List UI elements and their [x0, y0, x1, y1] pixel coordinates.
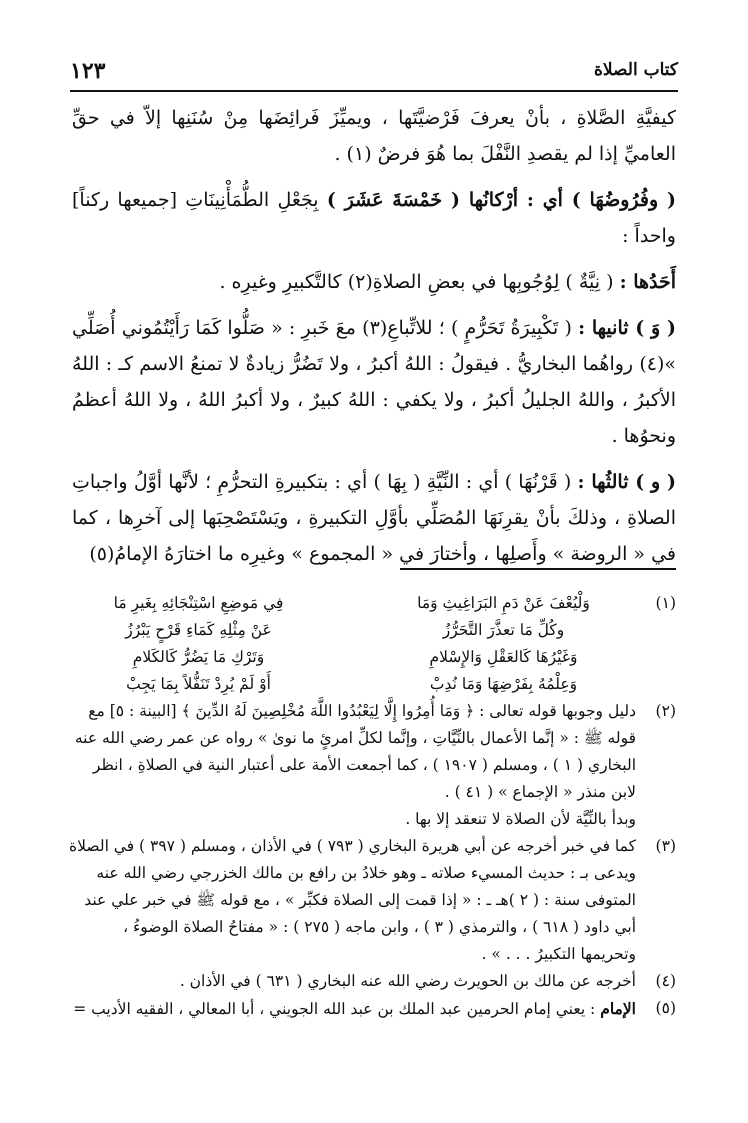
footnote-2-extra: وبدأ بالنِّيَّة لأن الصلاة لا تنعقد إلا بها . [405, 810, 636, 828]
footnote-3-number: (٣) [655, 837, 676, 855]
main-text [72, 100, 676, 582]
page-number: ١٢٣ [70, 58, 106, 84]
footnote-1-poem [66, 590, 676, 698]
footnote-2-text: دليل وجوبها قوله تعالى : ﴿ وَمَا أُمِرُوا إِلَّا لِيَعْبُدُوا اللَّهَ مُخْلِصِينَ لَهُ الدِّينَ ﴾ [البينة : ٥] مع قوله ﷺ : « إنَّما الأعمال بالنِّيَّاتِ ، وإنَّما لكلِّ امرئٍ ما نوىٰ » رواه عن عمر رضي الله عنه البخاري ( ١ ) ، ومسلم ( ١٩٠٧ ) ، كما أجمعت الأمة على أعتبار النية في الصلاةِ ، انظر لابن منذر « الإجماع » ( ٤١ ) . [74, 702, 636, 801]
paragraph-2-text: بِجَعْلِ الطُّمَأْنِينَاتِ [جميعها ركناً] واحداً : [72, 189, 676, 247]
verse-1b: فِي مَوضِعِ اسْتِنْجَائِهِ بِغَيرِ مَا [113, 594, 284, 612]
paragraph-3-heading: أَحَدُها : [619, 271, 676, 293]
verse-3b: وَتَرْكِ مَا يَضُرُّ كَالكَلامِ [132, 648, 265, 666]
verse-3a: وَغَيْرُهَا كَالعَقْلِ وَالإِسْلامِ [429, 648, 578, 666]
footnote-5-text: : يعني إمام الحرمين عبد الملك بن عبد الله الجويني ، أبا المعالي ، الفقيه الأديب = [73, 1000, 601, 1018]
book-title: كتاب الصلاة [593, 60, 678, 80]
footnote-5-number: (٥) [655, 999, 676, 1017]
footnote-2 [66, 698, 676, 806]
paragraph-4-heading: ( وَ ) ثانيها : [578, 317, 677, 339]
footnote-5 [66, 995, 676, 1023]
footnote-5-term: الإمام [600, 999, 636, 1018]
footnote-separator [400, 568, 676, 570]
paragraph-5-heading: ( و ) ثالثُها : [577, 471, 676, 493]
paragraph-2-heading: ( وفُرُوضُهَا ) أي : أرْكانُها ( خَمْسَةَ عَشَرَ ) [326, 189, 676, 211]
verse-4a: وَعِلْمُهُ بِفَرْضِهَا وَمَا نُدِبْ [429, 675, 578, 693]
footnote-1-number: (١) [655, 594, 676, 612]
paragraph-3 [72, 264, 676, 300]
verse-1a: وَلْيُعْفَ عَنْ دَمِ البَرَاغِيثِ وَمَا [417, 594, 590, 612]
paragraph-5 [72, 464, 676, 572]
verse-4b: أَوْ لَمْ يُرِدْ تَنَفُّلاً بِمَا يَجِبْ [126, 675, 271, 693]
footnote-4-text: أخرجه عن مالك بن الحويرث رضي الله عنه البخاري ( ٦٣١ ) في الأذان . [179, 972, 636, 990]
footnote-2-number: (٢) [655, 702, 676, 720]
verse-2a: وكُلِّ مَا تعذَّرَ التَّحَرُّزُ [442, 621, 565, 639]
paragraph-3-text: ( نِيَّةٌ ) لِوُجُوبِها في بعضِ الصلاةِ(٢) كالتَّكبيرِ وغيرِه . [219, 271, 620, 293]
verse-2b: عَنْ مِثْلِهِ كَمَاءِ قَرْحٍ يَبْرُزُ [125, 621, 272, 639]
footnote-4-number: (٤) [655, 972, 676, 990]
paragraph-2 [72, 182, 676, 254]
footnotes [66, 590, 676, 1023]
footnote-3-text: كما في خبر أخرجه عن أبي هريرة البخاري ( ٧٩٣ ) في الأذان ، ومسلم ( ٣٩٧ ) في الصلاة ويدعى بـ : حديث المسيء صلاته ـ وهو خلادُ بن رافع بن مالك الخزرجي رضي الله عنه المتوفى سنة : ( ٢ )هـ ـ : « إذا قمت إلى الصلاة فكبِّر » ، مع قوله ﷺ في خبر علي عند أبي داود ( ٦١٨ ) ، والترمذي ( ٣ ) ، وابن ماجه ( ٢٧٥ ) : « مفتاحُ الصلاة الوضوءُ ، وتحريمها التكبيرُ . . . » . [69, 837, 636, 963]
page-header [70, 58, 678, 88]
paragraph-4-text: ( تَكْبِيرَةُ تَحَرُّمٍ ) ؛ للاتِّباعِ(٣) معَ خَبرِ : « صَلُّوا كَمَا رَأَيْتُمُوني أُصَلِّي »(٤) رواهُما البخاريُّ . فيقولُ : اللهُ أكبرُ ، ولا تَضُرُّ زيادةٌ لا تمنعُ الاسم كـ : اللهُ الأكبرُ ، واللهُ الجليلُ أكبرُ ، ولا يكفي : اللهُ كبيرٌ ، ولا أكبرُ اللهُ ، ولا اللهُ أعظمُ ونحوُها . [72, 317, 676, 447]
footnote-4 [66, 968, 676, 995]
footnote-3 [66, 833, 676, 968]
header-rule [70, 90, 678, 92]
paragraph-1: كيفيَّةِ الصَّلاةِ ، بأنْ يعرفَ فَرْضيَّتَها ، ويميِّزَ فَرائِضَها مِنْ سُنَنِها إلاّ في حقِّ العاميِّ إذا لم يقصدِ النَّفْلَ بما هُوَ فرضٌ (١) . [72, 107, 676, 165]
paragraph-4 [72, 310, 676, 454]
paragraph-5-text: ( قَرْنُهَا ) أي : النِّيَّةِ ( بِهَا ) أي : بتكبيرةِ التحرُّمِ ؛ لأنَّها أوَّلُ واجباتِ الصلاةِ ، وذلكَ بأنْ يقرِنَهَا المُصَلِّي بأوَّلِ التكبيرةِ ، ويَسْتَصْحِبَها إلى آخرِها ، كما في « الروضة » وأَصلِها ، وأختارَ في « المجموع » وغيرِه ما اختارَهُ الإمامُ(٥) [72, 471, 676, 565]
